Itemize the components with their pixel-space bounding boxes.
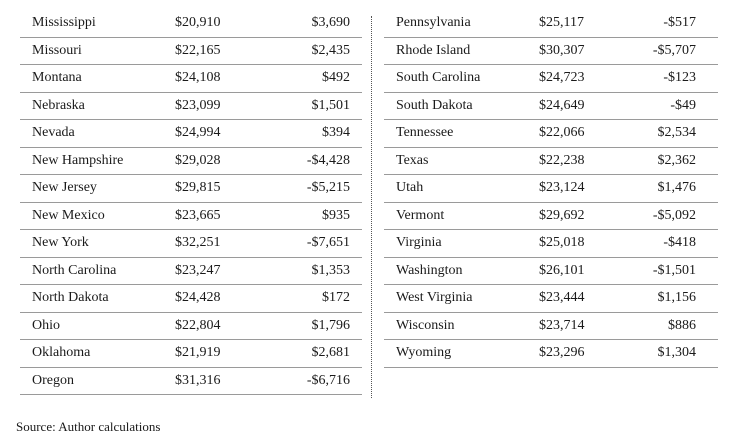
- difference-value: -$517: [663, 15, 696, 30]
- state-name: Montana: [32, 70, 82, 85]
- difference-value: $394: [322, 125, 350, 140]
- state-name: Pennsylvania: [396, 15, 471, 30]
- difference-value: $1,156: [657, 290, 696, 305]
- difference-value: -$418: [663, 235, 696, 250]
- state-name: Missouri: [32, 42, 82, 58]
- income-value: $23,099: [175, 97, 221, 113]
- table-row: [384, 285, 718, 313]
- state-name: New Jersey: [32, 180, 97, 195]
- income-value: $23,714: [539, 317, 585, 333]
- table-row: [20, 175, 362, 203]
- state-name: Virginia: [396, 235, 442, 250]
- state-name: New York: [32, 235, 89, 250]
- state-name: Nebraska: [32, 97, 85, 113]
- difference-value: -$5,215: [306, 180, 350, 195]
- table-row: [384, 148, 718, 176]
- table-row: [384, 230, 718, 258]
- difference-value: $1,304: [657, 345, 696, 360]
- income-value: $22,066: [539, 125, 585, 140]
- state-name: Oklahoma: [32, 345, 91, 360]
- state-name: Washington: [396, 262, 463, 278]
- difference-value: $3,690: [311, 15, 350, 30]
- table-row: [384, 93, 718, 121]
- table-row: [20, 368, 362, 396]
- difference-value: -$5,707: [652, 42, 696, 58]
- table-row: [384, 258, 718, 286]
- state-name: Tennessee: [396, 125, 454, 140]
- income-value: $29,028: [175, 152, 221, 168]
- state-name: Wyoming: [396, 345, 452, 360]
- difference-value: $935: [322, 207, 350, 223]
- income-value: $26,101: [539, 262, 585, 278]
- table-row: [20, 120, 362, 148]
- state-name: South Dakota: [396, 97, 473, 113]
- income-value: $29,815: [175, 180, 221, 195]
- source-note: Source: Author calculations: [16, 419, 161, 434]
- table-row: [384, 38, 718, 66]
- income-value: $24,649: [539, 97, 585, 113]
- table-row: [20, 230, 362, 258]
- state-name: Utah: [396, 180, 424, 195]
- difference-value: -$49: [670, 97, 696, 113]
- income-value: $31,316: [175, 372, 221, 388]
- income-value: $30,307: [539, 42, 585, 58]
- state-name: Ohio: [32, 317, 60, 333]
- table-row: [20, 313, 362, 341]
- income-value: $23,124: [539, 180, 585, 195]
- table-row: [384, 10, 718, 38]
- table-row: [384, 120, 718, 148]
- table-row: [20, 203, 362, 231]
- income-value: $29,692: [539, 207, 585, 223]
- table-row: [20, 148, 362, 176]
- table-row: [20, 65, 362, 93]
- difference-value: $492: [322, 70, 350, 85]
- income-value: $24,108: [175, 70, 221, 85]
- table-row: [20, 93, 362, 121]
- difference-value: -$7,651: [306, 235, 350, 250]
- table-left: [20, 10, 362, 395]
- difference-value: $886: [668, 317, 696, 333]
- difference-value: $2,534: [657, 125, 696, 140]
- income-value: $22,804: [175, 317, 221, 333]
- table-row: [384, 203, 718, 231]
- table-row: [384, 175, 718, 203]
- state-name: West Virginia: [396, 290, 473, 305]
- income-value: $32,251: [175, 235, 221, 250]
- table-right: [384, 10, 718, 368]
- table-row: [384, 65, 718, 93]
- difference-value: -$6,716: [306, 372, 350, 388]
- income-value: $24,428: [175, 290, 221, 305]
- table-row: [384, 340, 718, 368]
- income-value: $23,296: [539, 345, 585, 360]
- difference-value: $1,501: [311, 97, 350, 113]
- column-divider: [371, 16, 372, 398]
- difference-value: -$123: [663, 70, 696, 85]
- state-name: Rhode Island: [396, 42, 471, 58]
- state-name: North Carolina: [32, 262, 117, 278]
- table-row: [384, 313, 718, 341]
- table-row: [20, 340, 362, 368]
- income-value: $25,018: [539, 235, 585, 250]
- difference-value: $2,362: [657, 152, 696, 168]
- difference-value: $1,476: [657, 180, 696, 195]
- difference-value: $1,796: [311, 317, 350, 333]
- state-name: New Mexico: [32, 207, 105, 223]
- difference-value: -$5,092: [652, 207, 696, 223]
- state-name: North Dakota: [32, 290, 109, 305]
- table-row: [20, 38, 362, 66]
- state-name: Vermont: [396, 207, 445, 223]
- difference-value: -$1,501: [652, 262, 696, 278]
- income-value: $23,247: [175, 262, 221, 278]
- state-name: Nevada: [32, 125, 75, 140]
- difference-value: $1,353: [311, 262, 350, 278]
- income-value: $25,117: [539, 15, 584, 30]
- income-value: $23,665: [175, 207, 221, 223]
- income-value: $24,723: [539, 70, 585, 85]
- income-value: $20,910: [175, 15, 221, 30]
- income-value: $22,165: [175, 42, 221, 58]
- income-value: $21,919: [175, 345, 221, 360]
- difference-value: $2,435: [311, 42, 350, 58]
- table-row: [20, 258, 362, 286]
- income-value: $24,994: [175, 125, 221, 140]
- income-value: $22,238: [539, 152, 585, 168]
- income-value: $23,444: [539, 290, 585, 305]
- state-name: Oregon: [32, 372, 74, 388]
- table-row: [20, 10, 362, 38]
- difference-value: $172: [322, 290, 350, 305]
- difference-value: -$4,428: [306, 152, 350, 168]
- table-row: [20, 285, 362, 313]
- state-name: Mississippi: [32, 15, 96, 30]
- state-name: New Hampshire: [32, 152, 124, 168]
- state-name: South Carolina: [396, 70, 481, 85]
- difference-value: $2,681: [311, 345, 350, 360]
- state-name: Texas: [396, 152, 429, 168]
- state-name: Wisconsin: [396, 317, 455, 333]
